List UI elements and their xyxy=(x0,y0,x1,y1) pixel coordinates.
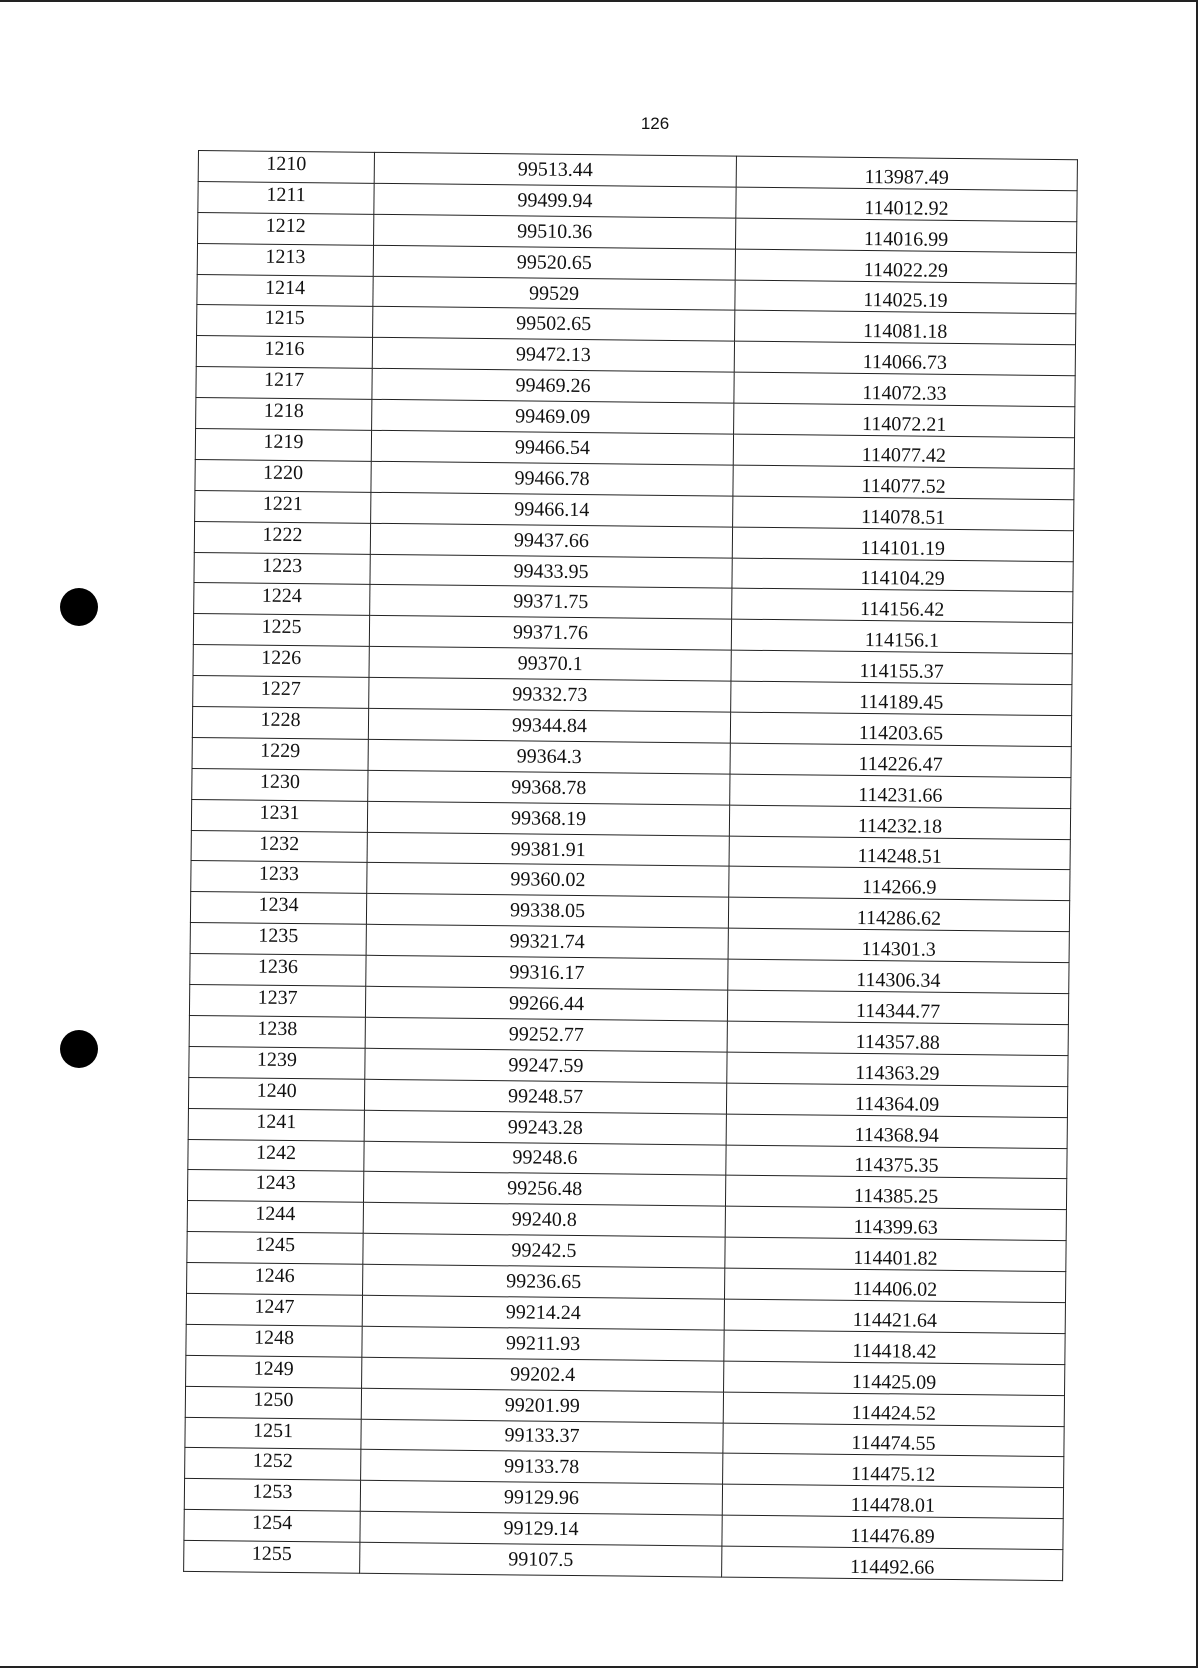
x-coordinate-cell: 99368.78 xyxy=(368,770,730,805)
y-coordinate-cell: 114203.65 xyxy=(730,712,1071,746)
x-coordinate-cell: 99201.99 xyxy=(361,1388,723,1423)
point-id-cell: 1235 xyxy=(190,923,366,956)
x-coordinate-cell: 99360.02 xyxy=(367,863,729,898)
x-coordinate-cell: 99338.05 xyxy=(366,894,728,929)
y-coordinate-cell: 114406.02 xyxy=(724,1268,1065,1302)
coordinate-table-body xyxy=(184,151,1078,1581)
x-coordinate-cell: 99211.93 xyxy=(362,1326,724,1361)
y-coordinate-cell: 114476.89 xyxy=(722,1515,1063,1549)
y-coordinate-cell: 114025.19 xyxy=(735,280,1076,314)
y-coordinate-cell: 114101.19 xyxy=(732,527,1073,561)
y-coordinate-cell: 114375.35 xyxy=(726,1145,1067,1179)
y-coordinate-cell: 114189.45 xyxy=(731,681,1072,715)
y-coordinate-cell: 114301.3 xyxy=(728,928,1069,962)
point-id-cell: 1210 xyxy=(198,151,374,184)
x-coordinate-cell: 99370.1 xyxy=(369,647,731,682)
y-coordinate-cell: 114156.1 xyxy=(731,619,1072,653)
point-id-cell: 1224 xyxy=(194,583,370,616)
y-coordinate-cell: 114385.25 xyxy=(725,1175,1066,1209)
y-coordinate-cell: 114016.99 xyxy=(735,218,1076,252)
point-id-cell: 1219 xyxy=(195,429,371,462)
x-coordinate-cell: 99466.14 xyxy=(371,492,733,527)
point-id-cell: 1215 xyxy=(197,305,373,338)
point-id-cell: 1211 xyxy=(198,181,374,214)
point-id-cell: 1221 xyxy=(195,490,371,523)
x-coordinate-cell: 99437.66 xyxy=(370,523,732,558)
point-id-cell: 1240 xyxy=(188,1077,364,1110)
x-coordinate-cell: 99247.59 xyxy=(365,1048,727,1083)
x-coordinate-cell: 99466.54 xyxy=(371,430,733,465)
y-coordinate-cell: 114421.64 xyxy=(724,1299,1065,1333)
y-coordinate-cell: 114399.63 xyxy=(725,1206,1066,1240)
x-coordinate-cell: 99381.91 xyxy=(367,832,729,867)
point-id-cell: 1241 xyxy=(188,1108,364,1141)
x-coordinate-cell: 99256.48 xyxy=(363,1172,725,1207)
point-id-cell: 1220 xyxy=(195,459,371,492)
point-id-cell: 1238 xyxy=(189,1015,365,1048)
coordinate-table xyxy=(183,150,1078,1581)
point-id-cell: 1212 xyxy=(198,212,374,245)
x-coordinate-cell: 99499.94 xyxy=(374,183,736,218)
point-id-cell: 1213 xyxy=(197,243,373,276)
point-id-cell: 1246 xyxy=(187,1263,363,1296)
x-coordinate-cell: 99520.65 xyxy=(373,245,735,280)
y-coordinate-cell: 114072.21 xyxy=(734,403,1075,437)
y-coordinate-cell: 114363.29 xyxy=(727,1052,1068,1086)
y-coordinate-cell: 114418.42 xyxy=(724,1330,1065,1364)
y-coordinate-cell: 114306.34 xyxy=(728,959,1069,993)
y-coordinate-cell: 114266.9 xyxy=(729,867,1070,901)
y-coordinate-cell: 114475.12 xyxy=(723,1453,1064,1487)
point-id-cell: 1231 xyxy=(191,799,367,832)
y-coordinate-cell: 114104.29 xyxy=(732,558,1073,592)
y-coordinate-cell: 114156.42 xyxy=(732,589,1073,623)
x-coordinate-cell: 99368.19 xyxy=(367,801,729,836)
y-coordinate-cell: 114286.62 xyxy=(728,897,1069,931)
point-id-cell: 1244 xyxy=(187,1201,363,1234)
x-coordinate-cell: 99240.8 xyxy=(363,1203,725,1238)
point-id-cell: 1218 xyxy=(196,398,372,431)
point-id-cell: 1243 xyxy=(187,1170,363,1203)
x-coordinate-cell: 99332.73 xyxy=(369,677,731,712)
x-coordinate-cell: 99266.44 xyxy=(365,986,727,1021)
y-coordinate-cell: 114155.37 xyxy=(731,650,1072,684)
point-id-cell: 1250 xyxy=(185,1386,361,1419)
y-coordinate-cell: 114066.73 xyxy=(734,341,1075,375)
y-coordinate-cell: 114364.09 xyxy=(726,1083,1067,1117)
page-number: 126 xyxy=(640,114,670,133)
x-coordinate-cell: 99133.78 xyxy=(361,1450,723,1485)
point-id-cell: 1229 xyxy=(192,737,368,770)
y-coordinate-cell: 114344.77 xyxy=(727,990,1068,1024)
x-coordinate-cell: 99248.6 xyxy=(364,1141,726,1176)
y-coordinate-cell: 114077.42 xyxy=(733,434,1074,468)
point-id-cell: 1217 xyxy=(196,367,372,400)
y-coordinate-cell: 114474.55 xyxy=(723,1423,1064,1457)
y-coordinate-cell: 114081.18 xyxy=(735,311,1076,345)
point-id-cell: 1252 xyxy=(185,1448,361,1481)
x-coordinate-cell: 99202.4 xyxy=(362,1357,724,1392)
point-id-cell: 1232 xyxy=(191,830,367,863)
x-coordinate-cell: 99472.13 xyxy=(372,338,734,373)
y-coordinate-cell: 114248.51 xyxy=(729,836,1070,870)
y-coordinate-cell: 114478.01 xyxy=(722,1484,1063,1518)
x-coordinate-cell: 99236.65 xyxy=(363,1264,725,1299)
point-id-cell: 1228 xyxy=(192,707,368,740)
x-coordinate-cell: 99252.77 xyxy=(365,1017,727,1052)
point-id-cell: 1225 xyxy=(193,614,369,647)
point-id-cell: 1222 xyxy=(194,521,370,554)
point-id-cell: 1237 xyxy=(189,985,365,1018)
point-id-cell: 1216 xyxy=(196,336,372,369)
point-id-cell: 1226 xyxy=(193,645,369,678)
y-coordinate-cell: 114425.09 xyxy=(724,1361,1065,1395)
x-coordinate-cell: 99133.37 xyxy=(361,1419,723,1454)
y-coordinate-cell: 114368.94 xyxy=(726,1114,1067,1148)
punch-hole-top xyxy=(60,588,98,626)
x-coordinate-cell: 99529 xyxy=(373,276,735,311)
x-coordinate-cell: 99214.24 xyxy=(362,1295,724,1330)
x-coordinate-cell: 99248.57 xyxy=(364,1079,726,1114)
point-id-cell: 1236 xyxy=(190,954,366,987)
point-id-cell: 1251 xyxy=(185,1417,361,1450)
point-id-cell: 1254 xyxy=(184,1510,360,1543)
point-id-cell: 1230 xyxy=(192,768,368,801)
point-id-cell: 1245 xyxy=(187,1232,363,1265)
x-coordinate-cell: 99513.44 xyxy=(374,152,736,187)
x-coordinate-cell: 99433.95 xyxy=(370,554,732,589)
x-coordinate-cell: 99321.74 xyxy=(366,925,728,960)
punch-hole-bottom xyxy=(60,1030,98,1068)
point-id-cell: 1234 xyxy=(190,892,366,925)
y-coordinate-cell: 113987.49 xyxy=(736,156,1077,190)
x-coordinate-cell: 99469.26 xyxy=(372,369,734,404)
x-coordinate-cell: 99242.5 xyxy=(363,1233,725,1268)
point-id-cell: 1249 xyxy=(186,1355,362,1388)
x-coordinate-cell: 99129.14 xyxy=(360,1511,722,1546)
y-coordinate-cell: 114078.51 xyxy=(733,496,1074,530)
x-coordinate-cell: 99510.36 xyxy=(374,214,736,249)
x-coordinate-cell: 99466.78 xyxy=(371,461,733,496)
x-coordinate-cell: 99344.84 xyxy=(368,708,730,743)
y-coordinate-cell: 114077.52 xyxy=(733,465,1074,499)
x-coordinate-cell: 99316.17 xyxy=(366,955,728,990)
coordinate-table-wrapper xyxy=(183,150,1078,1581)
y-coordinate-cell: 114012.92 xyxy=(736,187,1077,221)
y-coordinate-cell: 114357.88 xyxy=(727,1021,1068,1055)
point-id-cell: 1214 xyxy=(197,274,373,307)
y-coordinate-cell: 114072.33 xyxy=(734,372,1075,406)
y-coordinate-cell: 114492.66 xyxy=(722,1546,1063,1580)
point-id-cell: 1227 xyxy=(193,676,369,709)
y-coordinate-cell: 114232.18 xyxy=(729,805,1070,839)
x-coordinate-cell: 99469.09 xyxy=(372,399,734,434)
point-id-cell: 1255 xyxy=(184,1541,360,1574)
x-coordinate-cell: 99371.76 xyxy=(369,616,731,651)
x-coordinate-cell: 99371.75 xyxy=(370,585,732,620)
point-id-cell: 1239 xyxy=(189,1046,365,1079)
point-id-cell: 1233 xyxy=(191,861,367,894)
point-id-cell: 1247 xyxy=(186,1293,362,1326)
y-coordinate-cell: 114401.82 xyxy=(725,1237,1066,1271)
point-id-cell: 1242 xyxy=(188,1139,364,1172)
y-coordinate-cell: 114226.47 xyxy=(730,743,1071,777)
y-coordinate-cell: 114022.29 xyxy=(735,249,1076,283)
point-id-cell: 1253 xyxy=(184,1479,360,1512)
x-coordinate-cell: 99243.28 xyxy=(364,1110,726,1145)
y-coordinate-cell: 114424.52 xyxy=(723,1392,1064,1426)
x-coordinate-cell: 99364.3 xyxy=(368,739,730,774)
point-id-cell: 1223 xyxy=(194,552,370,585)
x-coordinate-cell: 99107.5 xyxy=(360,1542,722,1577)
x-coordinate-cell: 99129.96 xyxy=(360,1481,722,1516)
x-coordinate-cell: 99502.65 xyxy=(373,307,735,342)
point-id-cell: 1248 xyxy=(186,1324,362,1357)
y-coordinate-cell: 114231.66 xyxy=(730,774,1071,808)
